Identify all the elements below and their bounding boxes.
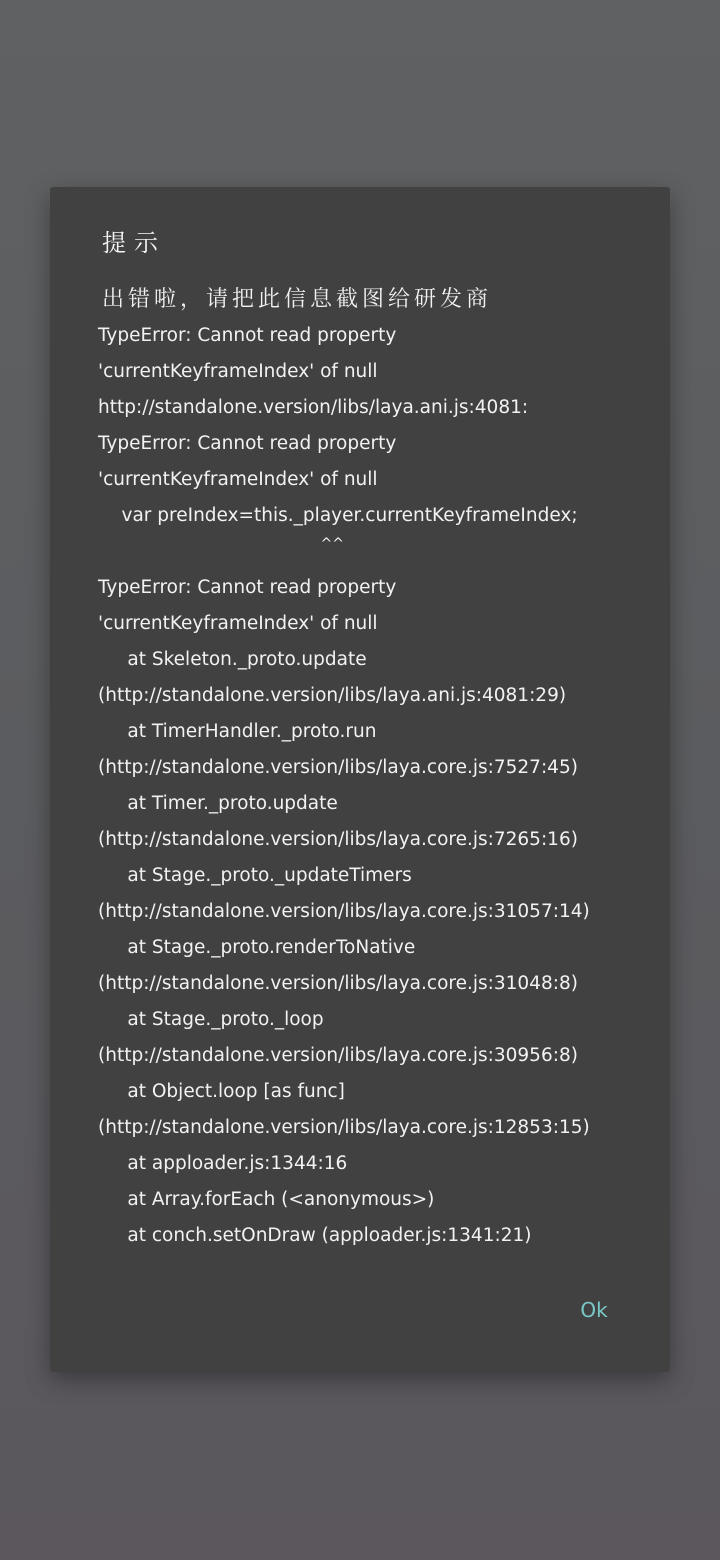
dialog-title: 提示: [102, 229, 166, 257]
error-caret-line: ^^: [98, 536, 344, 552]
stack-frame-source: (http://standalone.version/libs/laya.core.js:7265:16): [98, 829, 578, 850]
stack-frame-source: (http://standalone.version/libs/laya.core.js:31048:8): [98, 973, 578, 994]
error-dialog: [50, 187, 670, 1372]
stack-frame-source: (http://standalone.version/libs/laya.ani.js:4081:29): [98, 685, 567, 706]
error-line: TypeError: Cannot read property: [98, 433, 397, 454]
stack-frame: at Object.loop [as func]: [98, 1081, 345, 1102]
stack-frame-source: (http://standalone.version/libs/laya.core.js:31057:14): [98, 901, 590, 922]
ok-button[interactable]: Ok: [566, 1292, 622, 1328]
stack-frame-source: (http://standalone.version/libs/laya.core.js:30956:8): [98, 1045, 578, 1066]
error-line: var preIndex=this._player.currentKeyframeIndex;: [98, 505, 578, 526]
stack-frame: at Skeleton._proto.update: [98, 649, 367, 670]
stack-frame: at conch.setOnDraw (apploader.js:1341:21): [98, 1225, 532, 1246]
stack-frame: at Stage._proto._loop: [98, 1009, 324, 1030]
error-line: http://standalone.version/libs/laya.ani.js:4081:: [98, 397, 529, 418]
stack-frame-source: (http://standalone.version/libs/laya.core.js:7527:45): [98, 757, 578, 778]
stack-frame: at Array.forEach (<anonymous>): [98, 1189, 435, 1210]
error-line: TypeError: Cannot read property: [98, 577, 397, 598]
error-message: [98, 282, 638, 1254]
stack-frame: at Timer._proto.update: [98, 793, 338, 814]
error-line: TypeError: Cannot read property: [98, 325, 397, 346]
error-line: 'currentKeyframeIndex' of null: [98, 613, 378, 634]
error-headline: 出错啦，请把此信息截图给研发商: [102, 287, 493, 312]
stack-frame: at TimerHandler._proto.run: [98, 721, 377, 742]
error-line: 'currentKeyframeIndex' of null: [98, 469, 378, 490]
stack-frame: at Stage._proto.renderToNative: [98, 937, 416, 958]
stack-frame: at apploader.js:1344:16: [98, 1153, 348, 1174]
stack-frame: at Stage._proto._updateTimers: [98, 865, 412, 886]
stack-frame-source: (http://standalone.version/libs/laya.core.js:12853:15): [98, 1117, 590, 1138]
error-line: 'currentKeyframeIndex' of null: [98, 361, 378, 382]
